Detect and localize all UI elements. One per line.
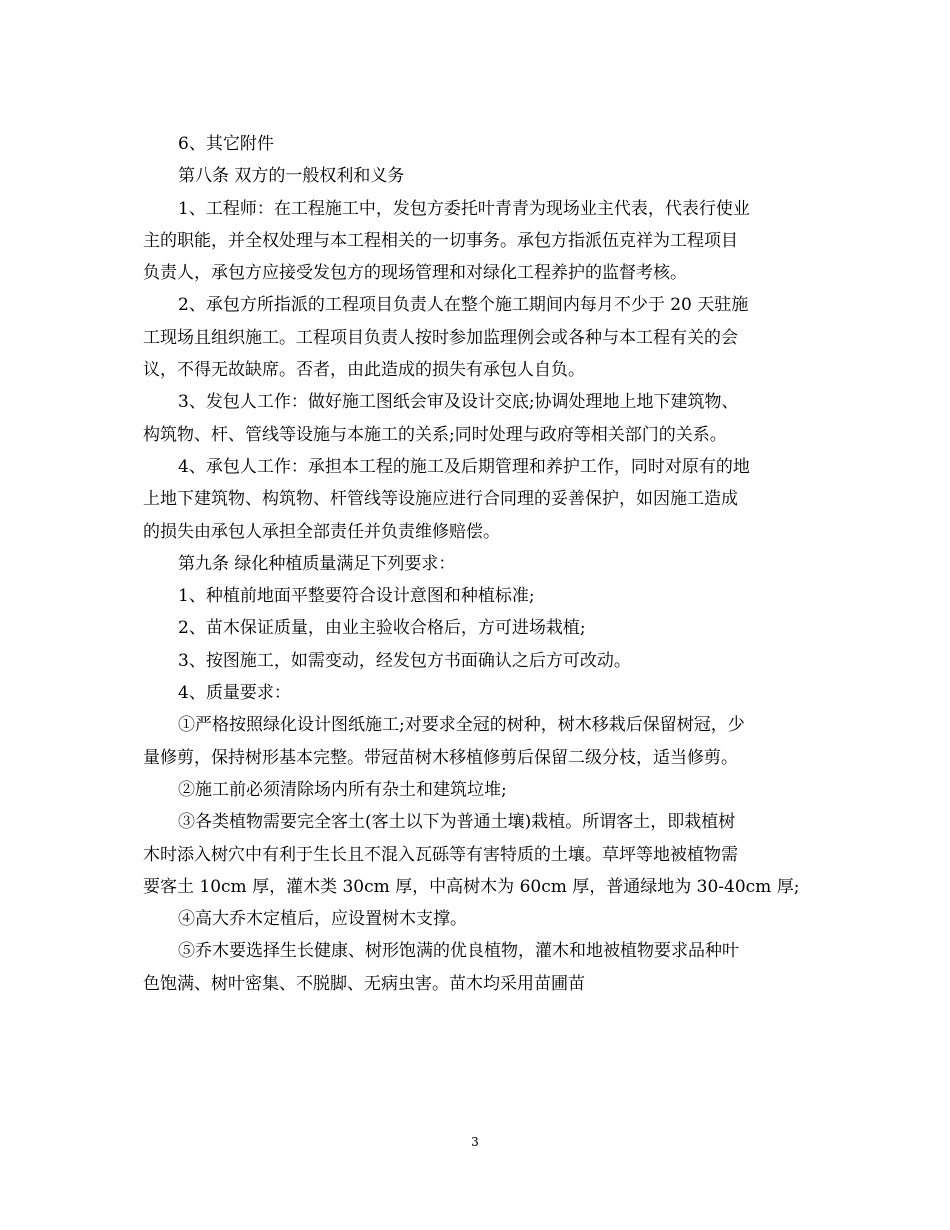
text-line: 1、工程师：在工程施工中，发包方委托叶青青为现场业主代表，代表行使业 (178, 198, 750, 219)
text-line: 色饱满、树叶密集、不脱脚、无病虫害。苗木均采用苗圃苗 (143, 973, 585, 994)
text-line: 构筑物、杆、管线等设施与本施工的关系;同时处理与政府等相关部门的关系。 (143, 424, 727, 445)
text-line: 上地下建筑物、构筑物、杆管线等设施应进行合同理的妥善保护，如因施工造成 (143, 489, 738, 510)
text-line: 主的职能，并全权处理与本工程相关的一切事务。承包方指派伍克祥为工程项目 (143, 230, 738, 251)
text-line: 1、种植前地面平整要符合设计意图和种植标准; (178, 586, 535, 607)
text-line: 4、承包人工作：承担本工程的施工及后期管理和养护工作，同时对原有的地 (178, 456, 750, 477)
text-line: 4、质量要求： (178, 683, 291, 704)
page-number: 3 (471, 1135, 479, 1149)
text-line: ③各类植物需要完全客土(客土以下为普通土壤)栽植。所谓客土，即栽植树 (178, 812, 736, 833)
text-line: ②施工前必须清除场内所有杂土和建筑垃堆; (178, 779, 507, 800)
text-line: 6、其它附件 (178, 134, 274, 154)
text-line: 要客土 10cm 厚，灌木类 30cm 厚，中高树木为 60cm 厚，普通绿地为 30-40cm 厚; (143, 876, 800, 897)
document-body (143, 128, 803, 1000)
text-line: 的损失由承包人承担全部责任并负责维修赔偿。 (143, 521, 500, 542)
section-heading: 第九条 绿化种植质量满足下列要求： (178, 553, 456, 574)
text-line: 议，不得无故缺席。否者，由此造成的损失有承包人自负。 (143, 360, 585, 381)
text-line: 负责人，承包方应接受发包方的现场管理和对绿化工程养护的监督考核。 (143, 263, 687, 284)
text-line: ①严格按照绿化设计图纸施工;对要求全冠的树种，树木移栽后保留树冠，少 (178, 715, 745, 736)
text-line: ⑤乔木要选择生长健康、树形饱满的优良植物，灌木和地被植物要求品种叶 (178, 941, 739, 962)
text-line: ④高大乔木定植后，应设置树木支撑。 (178, 909, 467, 930)
text-line: 工现场且组织施工。工程项目负责人按时参加监理例会或各种与本工程有关的会 (143, 327, 738, 348)
text-line: 2、承包方所指派的工程项目负责人在整个施工期间内每月不少于 20 天驻施 (178, 295, 749, 316)
text-line: 3、按图施工，如需变动，经发包方书面确认之后方可改动。 (178, 650, 631, 671)
text-line: 3、发包人工作：做好施工图纸会审及设计交底;协调处理地上地下建筑物、 (178, 392, 739, 413)
text-line: 量修剪，保持树形基本完整。带冠苗树木移植修剪后保留二级分枝，适当修剪。 (143, 747, 738, 768)
text-line: 木时添入树穴中有利于生长且不混入瓦砾等有害特质的土壤。草坪等地被植物需 (143, 844, 738, 865)
text-line: 2、苗木保证质量，由业主验收合格后，方可进场栽植; (178, 618, 586, 639)
section-heading: 第八条 双方的一般权利和义务 (178, 166, 405, 187)
